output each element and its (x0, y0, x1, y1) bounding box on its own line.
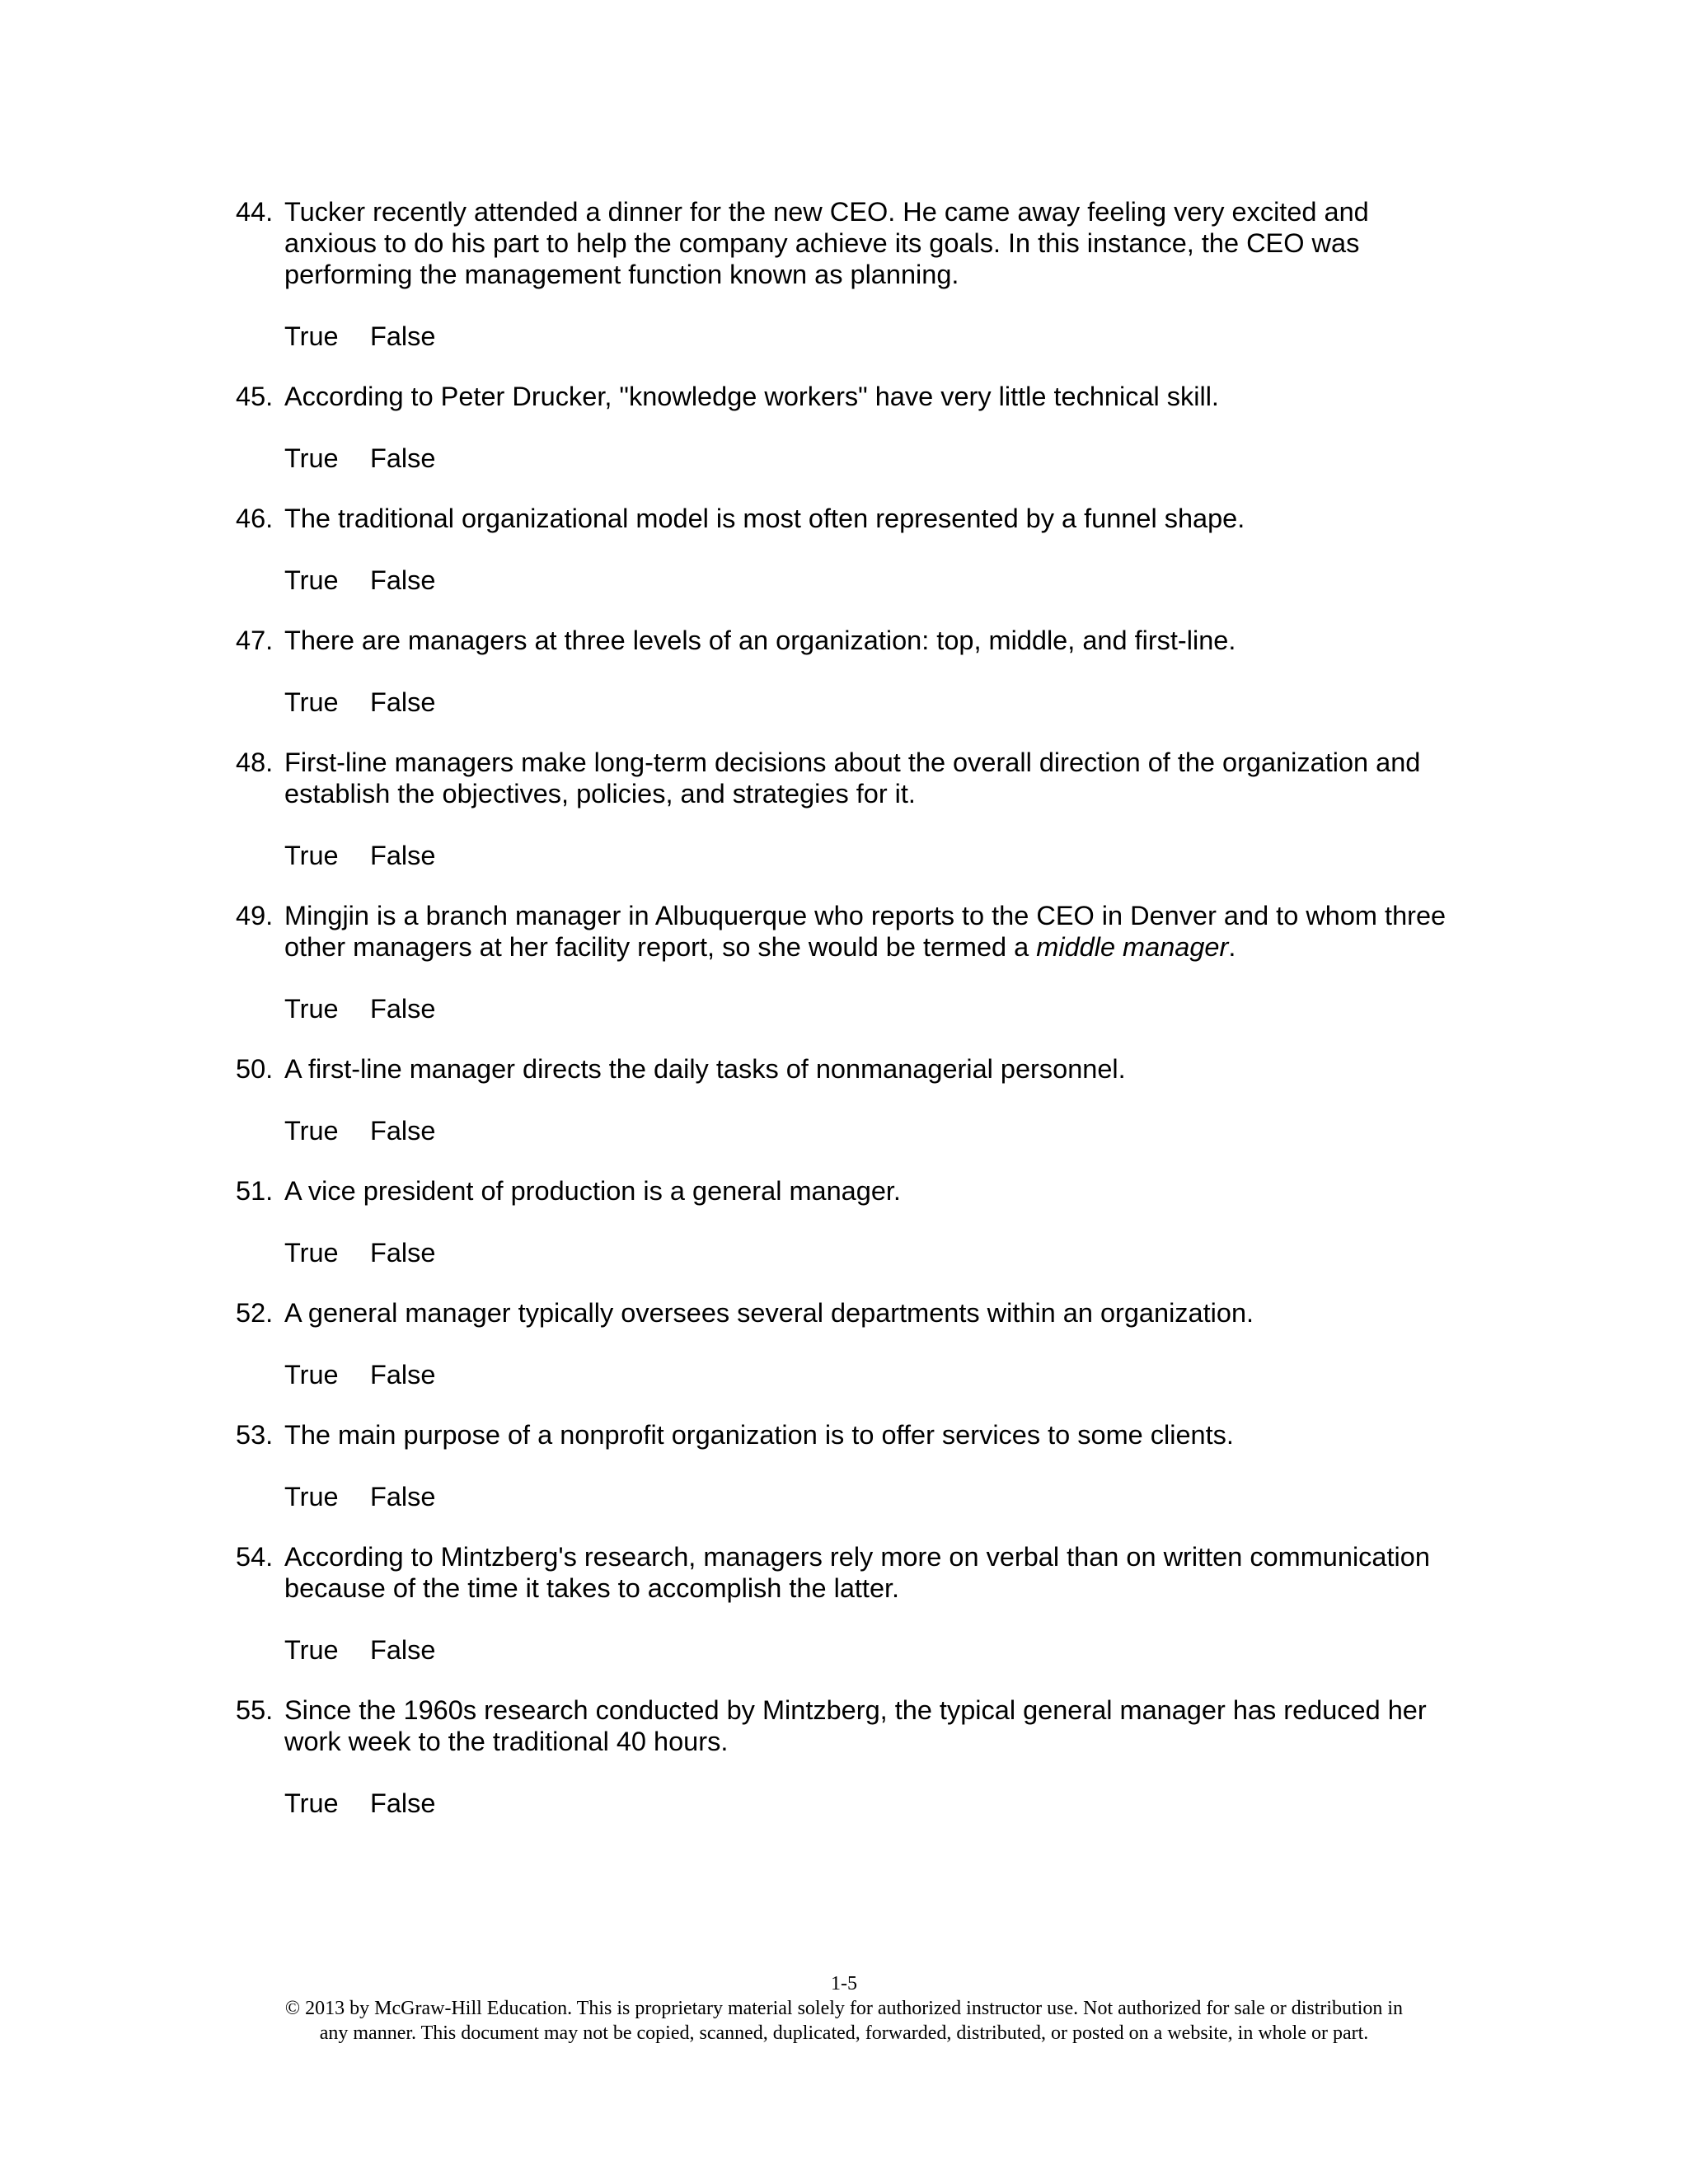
question-text (284, 1053, 1479, 1085)
question-text-line: A vice president of production is a general manager. (284, 1176, 901, 1206)
answer-options-45 (284, 443, 435, 474)
option-true: True (284, 687, 339, 717)
question-text-line: According to Peter Drucker, "knowledge workers" have very little technical skill. (284, 382, 1219, 411)
option-false: False (370, 841, 436, 870)
option-true: True (284, 1482, 339, 1511)
option-false: False (370, 1788, 436, 1818)
option-false: False (370, 687, 436, 717)
option-false: False (370, 1116, 436, 1146)
question-text-segment: other managers at her facility report, so she would be termed a (284, 932, 1037, 962)
answer-options-52 (284, 1359, 435, 1390)
option-true: True (284, 1788, 339, 1818)
option-false: False (370, 1482, 436, 1511)
question-text-line: There are managers at three levels of an organization: top, middle, and first-line. (284, 626, 1236, 655)
question-number: 55. (236, 1695, 274, 1725)
question-text (284, 1541, 1479, 1604)
question-number: 44. (236, 197, 274, 227)
option-false: False (370, 321, 436, 351)
answer-options-48 (284, 840, 435, 871)
question-text-line: establish the objectives, policies, and strategies for it. (284, 779, 916, 808)
option-true: True (284, 1360, 339, 1390)
option-false: False (370, 1635, 436, 1665)
question-text (284, 196, 1479, 290)
question-text (284, 1175, 1479, 1207)
question-text-line: Tucker recently attended a dinner for the new CEO. He came away feeling very excited and (284, 197, 1369, 227)
question-number: 48. (236, 748, 274, 777)
question-text-line (284, 931, 1479, 963)
answer-options-51 (284, 1237, 435, 1268)
question-text-line: A first-line manager directs the daily tasks of nonmanagerial personnel. (284, 1054, 1126, 1084)
answer-options-55 (284, 1788, 435, 1819)
question-number: 49. (236, 901, 274, 930)
question-text-line: A general manager typically oversees several departments within an organization. (284, 1298, 1254, 1328)
option-true: True (284, 841, 339, 870)
question-text (284, 747, 1479, 809)
question-text-line: First-line managers make long-term decisions about the overall direction of the organization and (284, 748, 1421, 777)
option-true: True (284, 565, 339, 595)
italic-term: middle manager (1036, 932, 1229, 962)
question-text-line: work week to the traditional 40 hours. (284, 1727, 729, 1756)
question-number: 52. (236, 1298, 274, 1328)
question-text (284, 503, 1479, 534)
option-false: False (370, 1238, 436, 1268)
question-text-line: The traditional organizational model is most often represented by a funnel shape. (284, 504, 1245, 533)
question-number: 51. (236, 1176, 274, 1206)
question-text (284, 1419, 1479, 1451)
copyright-line-1: © 2013 by McGraw-Hill Education. This is proprietary material solely for authorized instructor use. Not authorized for sale or distribution in (284, 1998, 1404, 2019)
option-true: True (284, 321, 339, 351)
question-text-line: According to Mintzberg's research, managers rely more on verbal than on written communication (284, 1542, 1430, 1572)
question-number: 53. (236, 1420, 274, 1450)
answer-options-47 (284, 687, 435, 718)
option-true: True (284, 1238, 339, 1268)
answer-options-53 (284, 1481, 435, 1512)
option-true: True (284, 1635, 339, 1665)
question-text-segment: . (1228, 932, 1236, 962)
answer-options-50 (284, 1115, 435, 1146)
question-text (284, 625, 1479, 656)
question-number: 47. (236, 626, 274, 655)
question-text (284, 381, 1479, 412)
question-text-line: The main purpose of a nonprofit organization is to offer services to some clients. (284, 1420, 1234, 1450)
answer-options-44 (284, 321, 435, 352)
option-true: True (284, 994, 339, 1024)
option-false: False (370, 1360, 436, 1390)
question-text-line: Mingjin is a branch manager in Albuquerque who reports to the CEO in Denver and to whom three (284, 901, 1447, 930)
question-text-line: because of the time it takes to accomplish the latter. (284, 1573, 900, 1603)
question-text (284, 1694, 1479, 1757)
option-true: True (284, 443, 339, 473)
answer-options-49 (284, 993, 435, 1024)
page-number: 1-5 (831, 1973, 857, 1994)
option-true: True (284, 1116, 339, 1146)
question-text-line: performing the management function known as planning. (284, 260, 959, 289)
question-text (284, 1297, 1479, 1329)
answer-options-54 (284, 1634, 435, 1666)
question-number: 54. (236, 1542, 274, 1572)
question-text-line: Since the 1960s research conducted by Mintzberg, the typical general manager has reduced her (284, 1695, 1427, 1725)
option-false: False (370, 994, 436, 1024)
question-text (284, 900, 1479, 963)
question-number: 46. (236, 504, 274, 533)
question-number: 50. (236, 1054, 274, 1084)
copyright-line-2: any manner. This document may not be copied, scanned, duplicated, forwarded, distributed, or posted on a website, in whole or part. (319, 2022, 1369, 2044)
question-number: 45. (236, 382, 274, 411)
option-false: False (370, 443, 436, 473)
answer-options-46 (284, 565, 435, 596)
option-false: False (370, 565, 436, 595)
question-text-line: anxious to do his part to help the company achieve its goals. In this instance, the CEO was (284, 228, 1360, 258)
